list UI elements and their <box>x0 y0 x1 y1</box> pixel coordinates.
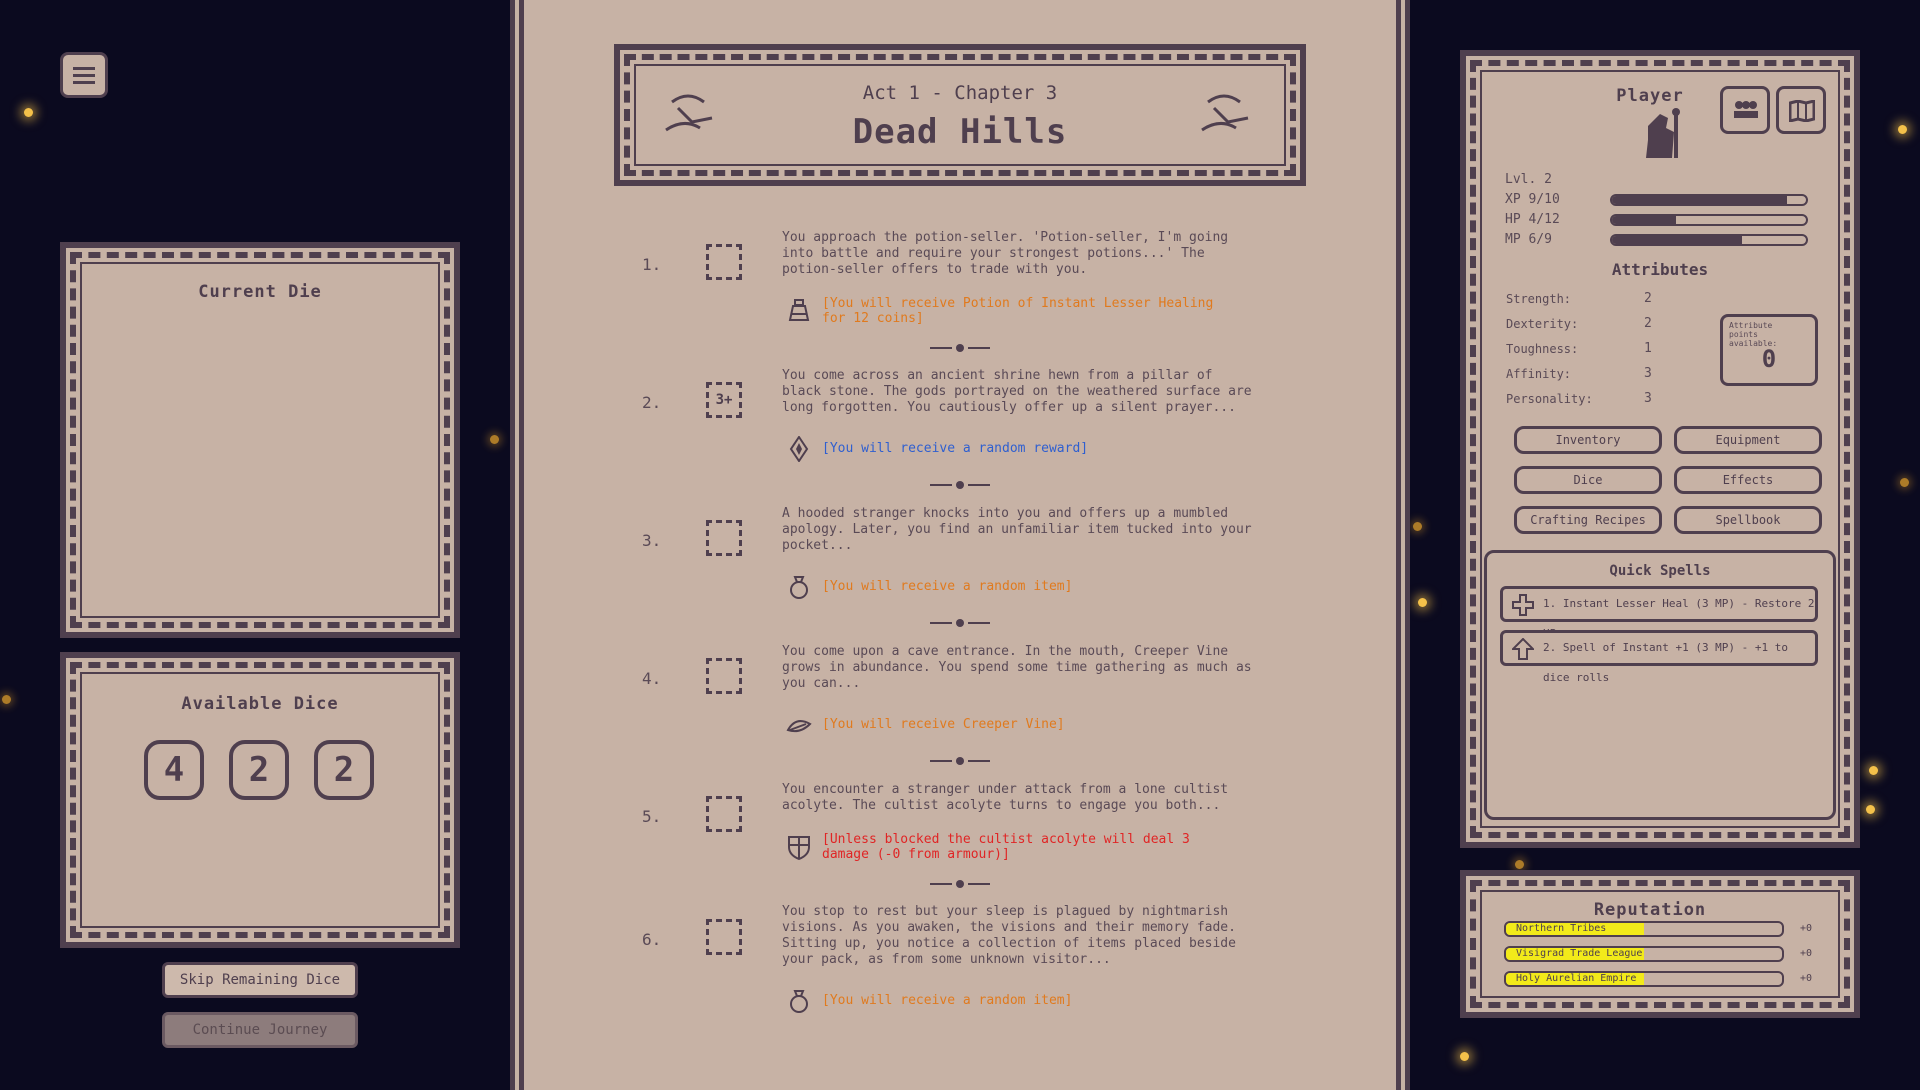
attribute-name: Dexterity: <box>1506 317 1579 331</box>
event-text: You come upon a cave entrance. In the mouth, Creeper Vine grows in abundance. You spend some time gathering as much as you can... <box>782 644 1252 691</box>
event-1 <box>630 228 1250 338</box>
event-reward: [Unless blocked the cultist acolyte will deal 3 damage (-0 from armour)] <box>822 832 1190 862</box>
hills-icon <box>1200 88 1256 140</box>
attribute-name: Toughness: <box>1506 342 1579 356</box>
die[interactable]: 2 <box>229 740 289 800</box>
event-6 <box>630 904 1250 1024</box>
map-button[interactable] <box>1776 86 1826 134</box>
dice-slot[interactable] <box>706 244 742 280</box>
event-text: You stop to rest but your sleep is plagued by nightmarish visions. As you awaken, the visions and their memory fade. Sitting up, you notice a collection of items placed beside your pack, as from some unknown visitor... <box>782 904 1236 967</box>
attribute-value: 3 <box>1644 366 1652 381</box>
arrow-up-icon <box>1512 638 1534 660</box>
event-text: A hooded stranger knocks into you and offers up a mumbled apology. Later, you find an unfamiliar item tucked into your pocket... <box>782 506 1252 553</box>
continue-journey-button[interactable]: Continue Journey <box>162 1012 358 1048</box>
firefly <box>1898 125 1907 134</box>
event-number: 6. <box>642 930 662 949</box>
separator-icon <box>930 479 990 491</box>
die[interactable]: 2 <box>314 740 374 800</box>
quick-spell-label: 2. Spell of Instant +1 (3 MP) - +1 to dice rolls <box>1543 641 1789 684</box>
attribute-name: Personality: <box>1506 392 1593 406</box>
die[interactable]: 4 <box>144 740 204 800</box>
event-reward: [You will receive Creeper Vine] <box>822 717 1065 732</box>
event-number: 5. <box>642 807 662 826</box>
chapter-subtitle: Act 1 - Chapter 3 <box>862 82 1058 104</box>
reputation-bar <box>1504 921 1784 937</box>
faction-value: +0 <box>1800 948 1813 959</box>
attribute-value: 2 <box>1644 316 1652 331</box>
mp-label: MP 6/9 <box>1505 232 1552 247</box>
event-number: 4. <box>642 669 662 688</box>
event-4 <box>630 642 1250 752</box>
hp-label: HP 4/12 <box>1505 212 1560 227</box>
faction-name: Holy Aurelian Empire <box>1516 973 1637 984</box>
hamburger-icon <box>71 64 97 86</box>
event-number: 1. <box>642 255 662 274</box>
dice-slot[interactable] <box>706 658 742 694</box>
event-reward: [You will receive a random item] <box>822 579 1073 594</box>
current-die-title: Current Die <box>198 282 322 302</box>
event-5 <box>630 780 1250 890</box>
event-text: You approach the potion-seller. 'Potion-seller, I'm going into battle and require your strongest potions...' The potion-seller offers to trade with you. <box>782 230 1229 277</box>
chapter-header <box>614 44 1306 186</box>
current-die-panel <box>60 242 460 638</box>
faction-value: +0 <box>1800 973 1813 984</box>
quick-spell-2[interactable] <box>1500 630 1818 684</box>
quick-spell-1[interactable] <box>1500 586 1818 622</box>
character-icon <box>1638 106 1686 162</box>
xp-bar <box>1610 194 1808 206</box>
party-icon <box>1732 100 1760 120</box>
firefly <box>1515 860 1524 869</box>
crystal-icon <box>786 436 812 462</box>
firefly <box>2 695 11 704</box>
menu-button[interactable] <box>60 52 108 98</box>
separator-icon <box>930 617 990 629</box>
map-icon <box>1789 100 1815 122</box>
faction-name: Visigrad Trade League <box>1516 948 1643 959</box>
attribute-value: 2 <box>1644 291 1652 306</box>
available-dice-title: Available Dice <box>181 694 339 714</box>
party-button[interactable] <box>1720 86 1770 134</box>
effects-button[interactable]: Effects <box>1674 466 1822 494</box>
pouch-icon <box>786 574 812 600</box>
attribute-points-label: Attribute points available: <box>1729 321 1778 348</box>
spellbook-button[interactable]: Spellbook <box>1674 506 1822 534</box>
available-dice-panel <box>60 652 460 948</box>
separator-icon <box>930 342 990 354</box>
separator-icon <box>930 755 990 767</box>
reputation-title: Reputation <box>1593 900 1707 920</box>
attribute-points-box <box>1720 314 1818 386</box>
event-text: You come across an ancient shrine hewn from a pillar of black stone. The gods portrayed on the weathered surface are long forgotten. You cautiously offer up a silent prayer... <box>782 368 1252 415</box>
event-3 <box>630 504 1250 614</box>
event-reward: [You will receive Potion of Instant Lesser Healing for 12 coins] <box>822 296 1214 326</box>
dice-slot[interactable] <box>706 520 742 556</box>
dice-button[interactable]: Dice <box>1514 466 1662 494</box>
equipment-button[interactable]: Equipment <box>1674 426 1822 454</box>
firefly <box>490 435 499 444</box>
firefly <box>1413 522 1422 531</box>
xp-label: XP 9/10 <box>1505 192 1560 207</box>
potion-icon <box>786 298 812 324</box>
event-reward: [You will receive a random item] <box>822 993 1073 1008</box>
cross-icon <box>1512 594 1534 616</box>
event-text: You encounter a stranger under attack from a lone cultist acolyte. The cultist acolyte turns to engage you both... <box>782 782 1229 813</box>
inventory-button[interactable]: Inventory <box>1514 426 1662 454</box>
reputation-bar <box>1504 946 1784 962</box>
player-level: Lvl. 2 <box>1505 172 1552 187</box>
dice-slot[interactable] <box>706 919 742 955</box>
dice-slot[interactable]: 3+ <box>706 382 742 418</box>
hp-bar <box>1610 214 1808 226</box>
event-number: 2. <box>642 393 662 412</box>
player-title: Player <box>1616 86 1684 106</box>
faction-value: +0 <box>1800 923 1813 934</box>
attribute-value: 3 <box>1644 391 1652 406</box>
reputation-panel <box>1460 870 1860 1018</box>
event-reward: [You will receive a random reward] <box>822 441 1089 456</box>
quick-spells-title: Quick Spells <box>1609 563 1711 579</box>
firefly <box>24 108 33 117</box>
firefly <box>1900 478 1909 487</box>
dice-slot[interactable] <box>706 796 742 832</box>
reputation-bar <box>1504 971 1784 987</box>
crafting-recipes-button[interactable]: Crafting Recipes <box>1514 506 1662 534</box>
faction-name: Northern Tribes <box>1516 923 1607 934</box>
attributes-title: Attributes <box>1611 260 1709 279</box>
leaf-icon <box>786 712 812 738</box>
event-2 <box>630 366 1250 476</box>
firefly <box>1866 805 1875 814</box>
firefly <box>1418 598 1427 607</box>
chapter-title: Dead Hills <box>852 112 1068 152</box>
shield-icon <box>786 834 812 860</box>
separator-icon <box>930 878 990 890</box>
attribute-value: 1 <box>1644 341 1652 356</box>
attribute-name: Strength: <box>1506 292 1572 306</box>
event-number: 3. <box>642 531 662 550</box>
attribute-name: Affinity: <box>1506 367 1572 381</box>
pouch-icon <box>786 988 812 1014</box>
firefly <box>1869 766 1878 775</box>
skip-remaining-dice-button[interactable]: Skip Remaining Dice <box>162 962 358 998</box>
firefly <box>1460 1052 1469 1061</box>
quick-spell-label: 1. Instant Lesser Heal (3 MP) - Restore 2 <box>1543 597 1815 610</box>
attribute-points-value: 0 <box>1761 345 1777 373</box>
mp-bar <box>1610 234 1808 246</box>
